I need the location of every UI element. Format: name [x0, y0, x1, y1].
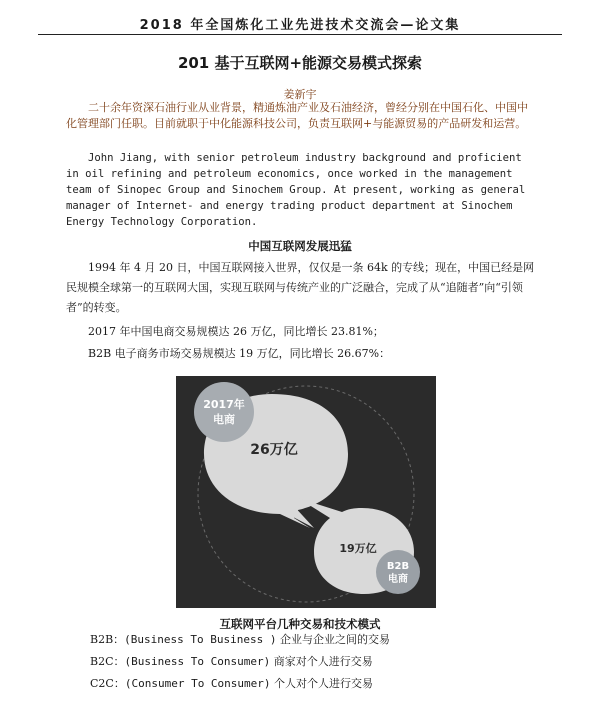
mode-line-b2c	[90, 654, 540, 670]
big-label-year: 2017年	[203, 398, 245, 411]
running-head: 2018 年全国炼化工业先进技术交流会—论文集	[139, 18, 461, 33]
b2b-badge-circle	[376, 550, 420, 594]
big-value-label: 26万亿	[250, 442, 298, 458]
author-bio-chinese: 二十余年资深石油行业从业背景，精通炼油产业及石油经济，曾经分别在中国石化、中国中化管理部门任职。目前就职于中化能源科技公司，负责互联网+与能源贸易的产品研发和运营。	[66, 101, 528, 130]
mode-expansion: (Business To Business )	[124, 633, 277, 646]
bubble-graphic	[176, 376, 436, 608]
mode-code: C2C：	[90, 677, 125, 690]
ecommerce-bubble-figure	[176, 376, 436, 608]
mode-expansion: (Consumer To Consumer)	[124, 677, 271, 690]
paragraph-internet-history: 1994 年 4 月 20 日，中国互联网接入世界，仅仅是一条 64k 的专线；现在，中国已经是网民规模全球第一的互联网大国，实现互联网与传统产业的广泛融合，完成了从“追随者”向“引领者”的转变。	[66, 261, 535, 314]
small-label-type: B2B	[386, 561, 410, 572]
large-bubble-tail	[276, 504, 314, 528]
mode-expansion: (Business To Consumer)	[124, 655, 271, 668]
mode-line-b2b	[90, 632, 540, 648]
header-rule	[38, 34, 562, 35]
mode-code: B2B：	[90, 633, 125, 646]
author-name: 姜新宇	[283, 88, 317, 101]
mode-description: 企业与企业之间的交易	[280, 633, 390, 646]
big-label-type: 电商	[213, 413, 235, 426]
paper-title: 201 基于互联网+能源交易模式探索	[177, 54, 423, 72]
year-badge-circle	[194, 382, 254, 442]
section-heading-trading-modes: 互联网平台几种交易和技术模式	[219, 617, 381, 631]
mode-description: 个人对个人进行交易	[274, 677, 374, 690]
paragraph-ecommerce-volume: 2017 年中国电商交易规模达 26 万亿，同比增长 23.81%；	[88, 325, 384, 338]
mode-description: 商家对个人进行交易	[273, 655, 373, 668]
small-value-label: 19万亿	[339, 542, 377, 555]
mode-line-c2c	[90, 676, 540, 692]
author-bio-english: John Jiang, with senior petroleum industry background and proficient in oil refining and petroleum economics, once worked in the management team of Sinopec Group and Sinochem Group. At present, working as general manager of Internet- and energy trading product department at Sinochem Energy Technology Corporation.	[66, 152, 526, 228]
small-label-category: 电商	[388, 574, 408, 585]
paragraph-b2b-volume: B2B 电子商务市场交易规模达 19 万亿，同比增长 26.67%：	[88, 347, 391, 360]
section-heading-internet-growth: 中国互联网发展迅猛	[248, 239, 352, 253]
mode-code: B2C：	[90, 655, 125, 668]
